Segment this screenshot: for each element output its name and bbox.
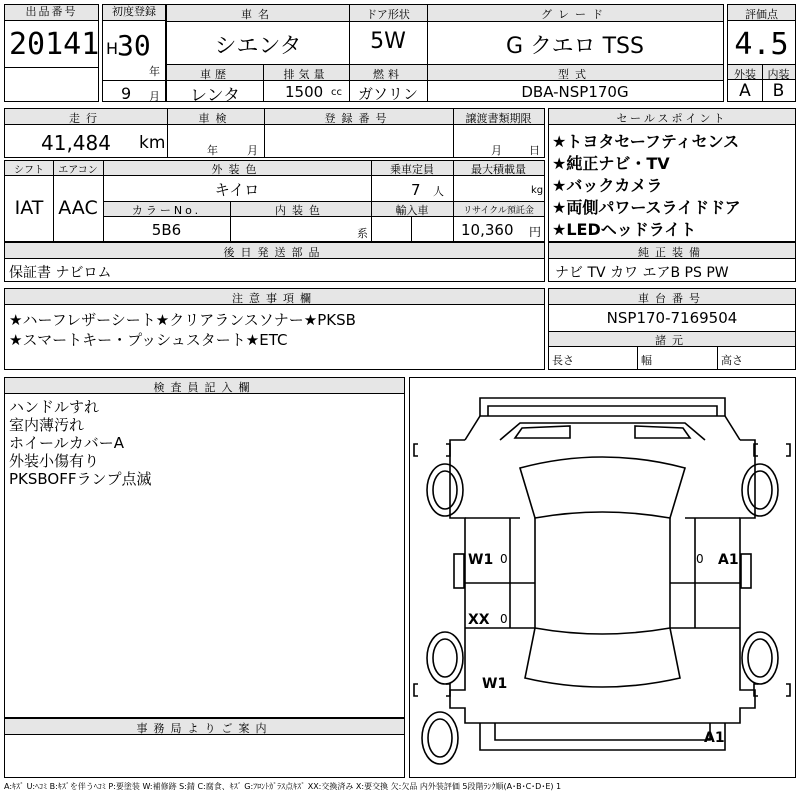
sales-point-5: ★LEDヘッドライト — [552, 220, 697, 239]
damage-mark-left-front-2: 0 — [500, 552, 508, 566]
grade-label: グレード — [541, 8, 609, 21]
door-type: 5W — [370, 29, 406, 54]
notes-box: 注意事項欄 ★ハーフレザーシート★クリアランスソナー★PKSB ★スマートキー・プッシュスタート★ETC — [4, 288, 545, 370]
model: DBA-NSP170G — [521, 83, 629, 101]
inspector-box: 検査員記入欄 ハンドルすれ 室内薄汚れ ホイールカバーA 外装小傷有り PKSBOFFランプ点滅 — [4, 377, 405, 718]
fuel-label: 燃料 — [373, 68, 403, 81]
inspector-note-1: ハンドルすれ — [9, 398, 100, 416]
mileage-row: 走行 車検 登録番号 譲渡書類期限 41,484 km 年 月 月 日 — [4, 108, 545, 158]
door-label: ドア形状 — [366, 8, 410, 21]
first-registration-box: 初度登録 H 30 年 9 月 — [102, 4, 166, 102]
sales-point-3: ★バックカメラ — [552, 176, 663, 195]
chassis-number: NSP170-7169504 — [606, 309, 738, 327]
mileage: 41,484 — [41, 131, 111, 155]
car-outline-icon — [410, 378, 795, 777]
score-label: 評価点 — [745, 8, 778, 21]
damage-mark-right-front-2: 0 — [696, 552, 704, 566]
inspector-note-4: 外装小傷有り — [9, 452, 100, 470]
score: 4.5 — [734, 27, 789, 62]
sales-point-2: ★純正ナビ・TV — [552, 154, 670, 173]
model-label: 型式 — [558, 68, 592, 81]
displacement-label: 排気量 — [283, 68, 329, 81]
damage-mark-right-front: A1 — [718, 552, 739, 568]
vehicle-info-box: 車名 ドア形状 グレード シエンタ 5W G クエロ TSS 車歴 排気量 燃料 型式 レンタ 1500 cc ガソリン DBA-NSP170G — [166, 4, 724, 102]
sales-point-1: ★トヨタセーフティセンス — [552, 132, 740, 151]
sales-point-4: ★両側パワースライドドア — [552, 198, 741, 217]
equipment-box: 純正装備 ナビ TV カワ エアB PS PW — [548, 242, 796, 282]
damage-mark-left-front: W1 — [468, 552, 494, 568]
later-parts-box: 後日発送部品 保証書 ナビロム — [4, 242, 545, 282]
lot-number: 20141 — [9, 27, 100, 62]
car-name: シエンタ — [214, 34, 302, 59]
history-label: 車歴 — [200, 68, 230, 81]
inspector-note-5: PKSBOFFランプ点滅 — [9, 470, 152, 488]
sales-points-box: セールスポイント ★トヨタセーフティセンス ★純正ナビ・TV ★バックカメラ ★両側パワースライドドア ★LEDヘッドライト — [548, 108, 796, 242]
office-box: 事務局よりご案内 — [4, 718, 405, 778]
damage-mark-rear-left: W1 — [482, 676, 508, 692]
fuel: ガソリン — [357, 85, 418, 103]
inspector-note-3: ホイールカバーA — [9, 434, 124, 452]
color-number: 5B6 — [151, 221, 182, 239]
equipment: ナビ TV カワ エアB PS PW — [555, 265, 729, 281]
exterior-color: キイロ — [214, 181, 260, 199]
note-line-2: ★スマートキー・プッシュスタート★ETC — [9, 331, 288, 349]
lot-number-box — [4, 4, 99, 102]
later-parts: 保証書 ナビロム — [9, 265, 112, 281]
history: レンタ — [190, 86, 240, 106]
damage-mark-rear-bumper: A1 — [704, 730, 725, 746]
damage-mark-left-rear: XX — [468, 612, 490, 628]
note-line-1: ★ハーフレザーシート★クリアランスソナー★PKSB — [9, 311, 356, 329]
interior-grade: B — [772, 81, 785, 101]
spec-row: シフト エアコン 外装色 乗車定員 最大積載量 IAT AAC キイロ 7 人 kg カラーNo. 内装色 輸入車 リサイクル預託金 5B6 系 10,360 円 — [4, 160, 545, 242]
damage-mark-left-rear-2: 0 — [500, 612, 508, 626]
first-registration-label: 初度登録 — [103, 5, 165, 21]
lot-number-label: 出品番号 — [5, 5, 98, 21]
inspector-note-2: 室内薄汚れ — [9, 416, 85, 434]
exterior-grade: A — [739, 81, 751, 101]
grade: G クエロ TSS — [506, 34, 644, 59]
car-diagram — [409, 377, 796, 778]
recycle-deposit: 10,360 — [461, 221, 514, 239]
legend: A:ｷｽﾞ U:ﾍｺﾐ B:ｷｽﾞを伴うﾍｺﾐ P:要塗装 W:補修跡 S:錆 C:腐食、ｷｽﾞ G:ﾌﾛﾝﾄｶﾞﾗｽ点ｷｽﾞ XX:交換済み X:要交換 欠:欠品 内外装評価 5段階ﾗﾝｸ順(A･B･C･D･E) 1 — [4, 782, 562, 791]
shift: IAT — [14, 197, 44, 219]
score-box: 評価点 4.5 外装 内装 A B — [727, 4, 796, 102]
car-name-label: 車名 — [241, 8, 275, 21]
era: H — [106, 39, 119, 58]
capacity: 7 — [411, 181, 421, 199]
aircon: AAC — [58, 197, 98, 219]
displacement: 1500 — [285, 83, 324, 101]
chassis-box: 車台番号 NSP170-7169504 諸元 長さ 幅 高さ — [548, 288, 796, 370]
reg-month: 9 — [121, 84, 132, 103]
reg-year: 30 — [117, 29, 151, 62]
